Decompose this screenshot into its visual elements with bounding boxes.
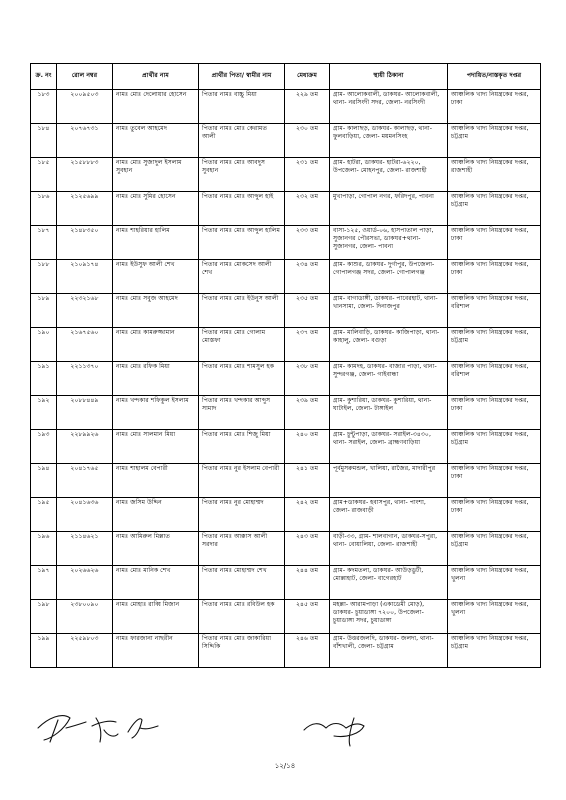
- signature-3: [128, 719, 158, 738]
- table-body: [31, 90, 541, 668]
- address-cell: গ্রাম- উত্তরজলদি, ডাকঘর- জলদা, থানা- বাঁশখালী, জেলা- চট্টগ্রাম: [330, 634, 448, 668]
- signature-4: [304, 718, 364, 746]
- merit-cell: ২৩৮ তম: [285, 362, 330, 396]
- office-cell: আঞ্চলিক খাদ্য নিয়ন্ত্রকের দপ্তর, বরিশাল: [448, 294, 541, 328]
- serial-cell: ১৮৪: [31, 124, 57, 158]
- address-cell: গ্রাম- হাটরা, ডাকঘর- হাটরা-৬২২০, উপজেলা- মোহনপুর, জেলা- রাজশাহী: [330, 158, 448, 192]
- name-cell: নামঃ জসিম উদ্দিন: [113, 498, 199, 532]
- serial-cell: ১৮৭: [31, 226, 57, 260]
- roll-cell: ২১৫৮৮৮৩: [57, 158, 113, 192]
- name-cell: নামঃ মোঃ দেলোয়ার হোসেন: [113, 90, 199, 124]
- header-merit: মেধাক্রম: [285, 64, 330, 90]
- merit-cell: ২৩৯ তম: [285, 396, 330, 430]
- name-cell: নামঃ মোঃ সুমির হোসেন: [113, 192, 199, 226]
- merit-cell: ২৪৫ তম: [285, 600, 330, 634]
- roll-cell: ২১০৯১৭৪: [57, 260, 113, 294]
- merit-cell: ২৩৫ তম: [285, 294, 330, 328]
- merit-cell: ২৪১ তম: [285, 464, 330, 498]
- serial-cell: ১৯২: [31, 396, 57, 430]
- office-cell: আঞ্চলিক খাদ্য নিয়ন্ত্রকের দপ্তর, ঢাকা: [448, 226, 541, 260]
- address-cell: গ্রাম- কুশারিয়া, ডাকঘর- কুশারিয়া, থানা- ঘাটাইল, জেলা- টাঙ্গাইল: [330, 396, 448, 430]
- roll-cell: ২০৪১৭৬৫: [57, 464, 113, 498]
- serial-cell: ১৮৬: [31, 192, 57, 226]
- address-cell: মহল্লা- আরামপাড়া (একাডেমী মোড়), ডাকঘর- চুয়াডাঙ্গা ৭২০০, উপজেলা- চুয়াডাঙ্গা সদর, চুয়াডাঙ্গা: [330, 600, 448, 634]
- father-cell: পিতার নামঃ মোঃ শামসুল হক: [199, 362, 285, 396]
- office-cell: আঞ্চলিক খাদ্য নিয়ন্ত্রকের দপ্তর, বরিশাল: [448, 362, 541, 396]
- office-cell: আঞ্চলিক খাদ্য নিয়ন্ত্রকের দপ্তর, চট্টগ্রাম: [448, 328, 541, 362]
- roll-cell: ২২৫৯৮০৩: [57, 634, 113, 668]
- merit-cell: ২৪২ তম: [285, 498, 330, 532]
- name-cell: নামঃ মোহাঃ রাব্বি মিজান: [113, 600, 199, 634]
- merit-cell: ২৩৭ তম: [285, 328, 330, 362]
- office-cell: আঞ্চলিক খাদ্য নিয়ন্ত্রকের দপ্তর, ঢাকা: [448, 498, 541, 532]
- header-roll: রোল নম্বর: [57, 64, 113, 90]
- table-row: [31, 362, 541, 396]
- roll-cell: ২০৪১৬৩৬: [57, 498, 113, 532]
- office-cell: আঞ্চলিক খাদ্য নিয়ন্ত্রকের দপ্তর, রাজশাহী: [448, 158, 541, 192]
- name-cell: নামঃ ইউসুফ আলী শেখ: [113, 260, 199, 294]
- name-cell: নামঃ খন্দকার শফিকুল ইসলাম: [113, 396, 199, 430]
- office-cell: আঞ্চলিক খাদ্য নিয়ন্ত্রকের দপ্তর, চট্টগ্রাম: [448, 124, 541, 158]
- father-cell: পিতার নামঃ মোঃ রবিউল হক: [199, 600, 285, 634]
- serial-cell: ১৯৯: [31, 634, 57, 668]
- serial-cell: ১৯৭: [31, 566, 57, 600]
- table-row: [31, 90, 541, 124]
- serial-cell: ১৯৬: [31, 532, 57, 566]
- table-row: [31, 566, 541, 600]
- page-number: ১২/১৪: [274, 762, 296, 770]
- signature-2: [92, 718, 118, 742]
- father-cell: পিতার নামঃ মোঃ আব্দুল হাই: [199, 192, 285, 226]
- serial-cell: ১৯১: [31, 362, 57, 396]
- serial-cell: ১৮৩: [31, 90, 57, 124]
- table-row: [31, 158, 541, 192]
- roll-cell: ২০০৯৫০৩: [57, 90, 113, 124]
- signature-1: [38, 716, 86, 742]
- roll-cell: ২১১৪৬২১: [57, 532, 113, 566]
- office-cell: আঞ্চলিক খাদ্য নিয়ন্ত্রকের দপ্তর, ঢাকা: [448, 464, 541, 498]
- roll-cell: ২০৮৮৪৪৯: [57, 396, 113, 430]
- merit-cell: ২৩৪ তম: [285, 260, 330, 294]
- name-cell: নামঃ আমিরুল মিল্লাত: [113, 532, 199, 566]
- name-cell: নামঃ শাহালম বেপারী: [113, 464, 199, 498]
- serial-cell: ১৮৯: [31, 294, 57, 328]
- header-address: স্থায়ী ঠিকানা: [330, 64, 448, 90]
- address-cell: গ্রাম- কালাছড়, ডাকঘর- কালাছড়, থানা- ফুলবাড়িয়া, জেলা- ময়মনসিংহ: [330, 124, 448, 158]
- roll-cell: ২১৪৮৩৫০: [57, 226, 113, 260]
- father-cell: পিতার নামঃ নুর ইসলাম বেপারী: [199, 464, 285, 498]
- father-cell: পিতার নামঃ মোকসেদ আলী শেখ: [199, 260, 285, 294]
- address-cell: গ্রাম+ডাকঘর- হবাসপুর, থানা- পাংশা, জেলা- রাজবাড়ী: [330, 498, 448, 532]
- header-name: প্রার্থীর নাম: [113, 64, 199, 90]
- table-row: [31, 600, 541, 634]
- father-cell: পিতার নামঃ নুর মোহাম্মদ: [199, 498, 285, 532]
- address-cell: গ্রাম- আলোকবালী, ডাকঘর- আলোকবালী, থানা- নরসিংদী সদর, জেলা- নরসিংদী: [330, 90, 448, 124]
- roll-cell: ২২৩২১৬৮: [57, 294, 113, 328]
- merit-cell: ২৪৬ তম: [285, 634, 330, 668]
- serial-cell: ১৯৪: [31, 464, 57, 498]
- name-cell: নামঃ মোঃ সুজাদুল ইসলাম সুবহান: [113, 158, 199, 192]
- address-cell: গ্রাম- বাগাডাঙ্গী, ডাকঘর- পাবেরহাট, থানা- খানসামা, জেলা- দিনাজপুর: [330, 294, 448, 328]
- address-cell: গ্রাম- কদমতলা, ডাকঘর- আউড়ডুটী, মোল্লাহাট, জেলা- বাগেরহাট: [330, 566, 448, 600]
- address-cell: বাসা-১২৫, ওয়ার্ড-০৬, হাসপাতাল পাড়া, সুজানগর পৌরসভা, ডাকঘর+থানা- সুজানগর, জেলা- পাবনা: [330, 226, 448, 260]
- name-cell: নামঃ শাহরিয়ার হালিম: [113, 226, 199, 260]
- roll-cell: ২২৮৯৯২৬: [57, 430, 113, 464]
- serial-cell: ১৯৮: [31, 600, 57, 634]
- header-serial: ক্র. নং: [31, 64, 57, 90]
- father-cell: পিতার নামঃ মোঃ জাকারিয়া সিদ্দিকি: [199, 634, 285, 668]
- name-cell: নামঃ মোঃ সালমান মিয়া: [113, 430, 199, 464]
- table-row: [31, 192, 541, 226]
- table-row: [31, 328, 541, 362]
- merit-cell: ২৩২ তম: [285, 192, 330, 226]
- name-cell: নামঃ মোঃ মানিক শেখ: [113, 566, 199, 600]
- roll-cell: ২২১১৩৭০: [57, 362, 113, 396]
- selected-candidates-table: [30, 63, 541, 668]
- roll-cell: ২০৭৬৭৩১: [57, 124, 113, 158]
- office-cell: আঞ্চলিক খাদ্য নিয়ন্ত্রকের দপ্তর, খুলনা: [448, 566, 541, 600]
- header-office: পদায়িত/নাস্তকৃত দপ্তর: [448, 64, 541, 90]
- father-cell: পিতার নামঃ খন্দকার আব্দুস সামাদ: [199, 396, 285, 430]
- table-row: [31, 430, 541, 464]
- office-cell: আঞ্চলিক খাদ্য নিয়ন্ত্রকের দপ্তর, ঢাকা: [448, 90, 541, 124]
- address-cell: গ্রাম- কাশুর, ডাকঘর- দুর্গাপুর, উপজেলা- গোপালগঞ্জ সদর, জেলা- গোপালগঞ্জ: [330, 260, 448, 294]
- address-cell: গ্রাম- চুন্টুপাড়া, ডাকঘর- সরাইল-৩৪৩০, থানা- সরাইল, জেলা- ব্রাহ্মণবাড়িয়া: [330, 430, 448, 464]
- roll-cell: ২১২৫৬৯৯: [57, 192, 113, 226]
- father-cell: পিতার নামঃ মোঃ গোলাম মোস্তফা: [199, 328, 285, 362]
- roll-cell: ২১৬৭৫৬০: [57, 328, 113, 362]
- table-row: [31, 294, 541, 328]
- office-cell: আঞ্চলিক খাদ্য নিয়ন্ত্রকের দপ্তর, খুলনা: [448, 600, 541, 634]
- merit-cell: ২৩১ তম: [285, 158, 330, 192]
- serial-cell: ১৯০: [31, 328, 57, 362]
- father-cell: পিতার নামঃ মোঃ আব্দুল হালিম: [199, 226, 285, 260]
- merit-cell: ২৪০ তম: [285, 430, 330, 464]
- name-cell: নামঃ মোঃ কামরুজ্জামান: [113, 328, 199, 362]
- father-cell: পিতার নামঃ মোহাম্মদ শেখ: [199, 566, 285, 600]
- merit-cell: ২৩০ তম: [285, 124, 330, 158]
- office-cell: আঞ্চলিক খাদ্য নিয়ন্ত্রকের দপ্তর, ঢাকা: [448, 396, 541, 430]
- roll-cell: ২৩৮০০৯০: [57, 600, 113, 634]
- header-father: প্রার্থীর পিতা/ স্বামীর নাম: [199, 64, 285, 90]
- table-row: [31, 532, 541, 566]
- father-cell: পিতার নামঃ মোঃ কেরামত আলী: [199, 124, 285, 158]
- father-cell: পিতার নামঃ আক্কাস আলী সরদার: [199, 532, 285, 566]
- name-cell: নামঃ তুবেল আহমেদ: [113, 124, 199, 158]
- serial-cell: ১৯৫: [31, 498, 57, 532]
- serial-cell: ১৮৫: [31, 158, 57, 192]
- address-cell: মুখাপাড়া, গোপাল নগর, ফরিদপুর, পাবনা: [330, 192, 448, 226]
- office-cell: আঞ্চলিক খাদ্য নিয়ন্ত্রকের দপ্তর, চট্টগ্রাম: [448, 532, 541, 566]
- father-cell: পিতার নামঃ মোঃ ইউনুস আলী: [199, 294, 285, 328]
- table-row: [31, 464, 541, 498]
- table-header-row: [31, 64, 541, 90]
- father-cell: পিতার নামঃ মোঃ শিজু মিয়া: [199, 430, 285, 464]
- father-cell: পিতার নামঃ বাচ্চু মিয়া: [199, 90, 285, 124]
- serial-cell: ১৯৩: [31, 430, 57, 464]
- table-row: [31, 396, 541, 430]
- office-cell: আঞ্চলিক খাদ্য নিয়ন্ত্রকের দপ্তর, চট্টগ্রাম: [448, 430, 541, 464]
- serial-cell: ১৮৮: [31, 260, 57, 294]
- table-row: [31, 634, 541, 668]
- address-cell: গ্রাম- কামদহ, ডাকঘর- বাজার পাড়া, থানা- সুন্দরগঞ্জ, জেলা- গাইবান্ধা: [330, 362, 448, 396]
- roll-cell: ২০২৬৬২৬: [57, 566, 113, 600]
- office-cell: আঞ্চলিক খাদ্য নিয়ন্ত্রকের দপ্তর, ঢাকা: [448, 260, 541, 294]
- table-row: [31, 124, 541, 158]
- name-cell: নামঃ ফারজানা নাছরীন: [113, 634, 199, 668]
- address-cell: বাড়ী-৩৩, গ্রাম- শালবাগান, ডাকঘর-সপুরা, থানা- বোয়ালিয়া, জেলা- রাজশাহী: [330, 532, 448, 566]
- address-cell: পূর্বমুসরুমন্ডল, খালিয়া, রাজৈর, মাদারীপুর: [330, 464, 448, 498]
- merit-cell: ২৪৩ তম: [285, 532, 330, 566]
- merit-cell: ২৪৪ তম: [285, 566, 330, 600]
- name-cell: নামঃ মোঃ রফিক মিয়া: [113, 362, 199, 396]
- merit-cell: ২৩৩ তম: [285, 226, 330, 260]
- table-row: [31, 226, 541, 260]
- table-row: [31, 260, 541, 294]
- name-cell: নামঃ মোঃ সবুজ আহমেদ: [113, 294, 199, 328]
- office-cell: আঞ্চলিক খাদ্য নিয়ন্ত্রকের দপ্তর, চট্টগ্রাম: [448, 634, 541, 668]
- father-cell: পিতার নামঃ মোঃ আবদুস সুবহান: [199, 158, 285, 192]
- office-cell: আঞ্চলিক খাদ্য নিয়ন্ত্রকের দপ্তর, চট্টগ্রাম: [448, 192, 541, 226]
- merit-cell: ২২৯ তম: [285, 90, 330, 124]
- address-cell: গ্রাম- মালিবাড়ি, ডাকঘর- কাজিপাড়া, থানা- কাহালু, জেলা- বগুড়া: [330, 328, 448, 362]
- table-row: [31, 498, 541, 532]
